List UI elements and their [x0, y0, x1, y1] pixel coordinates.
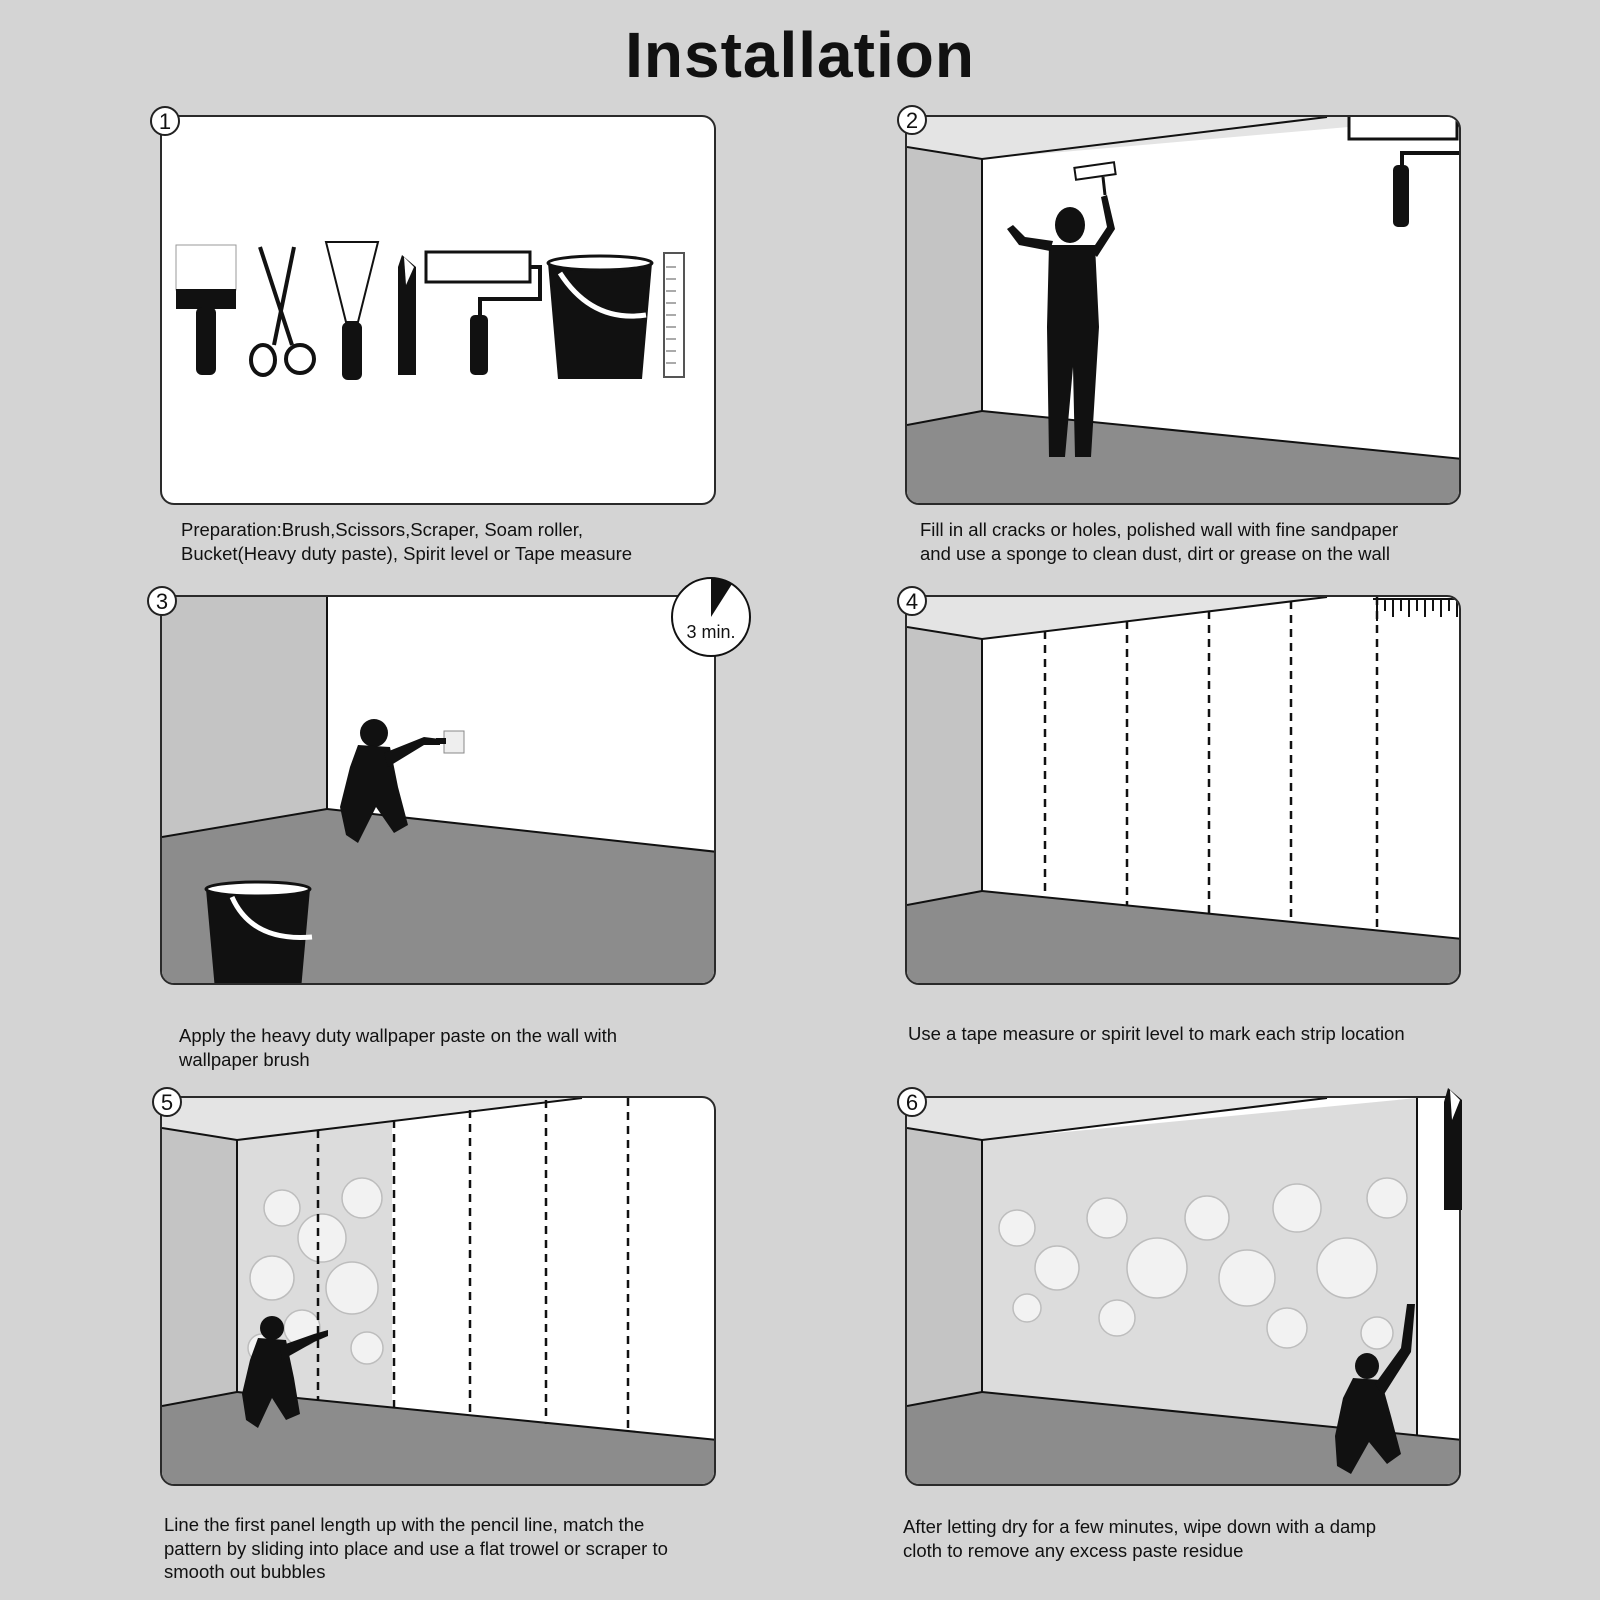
bucket-icon — [206, 882, 312, 985]
step-2-illustration — [905, 115, 1461, 505]
knife-icon — [1440, 1086, 1470, 1216]
step-4-number: 4 — [897, 586, 927, 616]
timer-icon — [670, 576, 752, 658]
step-3-caption: Apply the heavy duty wallpaper paste on the wall with wallpaper brush — [179, 1025, 618, 1070]
scraper-icon — [326, 242, 378, 380]
tape-measure-icon — [664, 253, 684, 377]
timer-label: 3 min. — [686, 622, 736, 642]
roller-icon — [426, 252, 540, 375]
step-5-caption: Line the first panel length up with the pencil line, match the pattern by sliding into place and use a flat trowel or scraper to smooth out bubbles — [164, 1514, 668, 1582]
brush-icon — [176, 245, 236, 375]
page-title: Installation — [625, 19, 975, 91]
step-1-caption: Preparation:Brush,Scissors,Scraper, Soam roller, Bucket(Heavy duty paste), Spirit level or Tape measure — [181, 519, 633, 564]
step-1-illustration — [160, 115, 716, 505]
strip-guide-lines — [1045, 597, 1377, 931]
step-4-caption: Use a tape measure or spirit level to mark each strip location — [908, 1023, 1405, 1044]
step-1-number: 1 — [150, 106, 180, 136]
step-4-illustration — [905, 595, 1461, 985]
step-2-number: 2 — [897, 105, 927, 135]
step-6-illustration — [905, 1096, 1461, 1486]
step-5-illustration — [160, 1096, 716, 1486]
step-6-number: 6 — [897, 1087, 927, 1117]
scissors-icon — [251, 247, 314, 375]
step-3-illustration — [160, 595, 716, 985]
step-6-caption: After letting dry for a few minutes, wipe down with a damp cloth to remove any excess paste residue — [903, 1516, 1376, 1561]
bucket-icon — [548, 256, 652, 379]
knife-icon — [398, 255, 416, 375]
brush-icon — [436, 731, 464, 753]
step-2-caption: Fill in all cracks or holes, polished wall with fine sandpaper and use a sponge to clean dust, dirt or grease on the wall — [920, 519, 1399, 564]
ruler-icon — [1373, 599, 1461, 621]
step-5-number: 5 — [152, 1087, 182, 1117]
step-3-number: 3 — [147, 586, 177, 616]
